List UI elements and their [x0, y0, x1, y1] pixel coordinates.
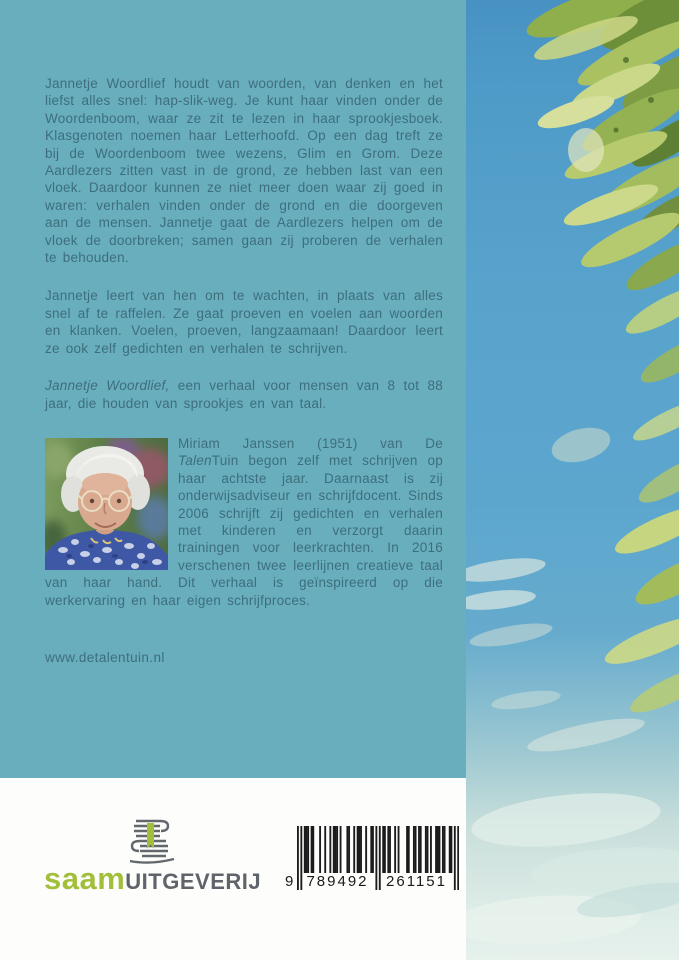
book-title-italic: Jannetje Woordlief, — [45, 378, 170, 394]
publisher-name-green: saam — [44, 861, 126, 896]
saam-book-logo-icon — [120, 818, 180, 864]
bio-text-italic: Talen — [178, 453, 212, 469]
publisher-strip — [0, 778, 466, 960]
publisher-website: www.detalentuin.nl — [45, 649, 165, 665]
blurb-paragraph-3 — [45, 377, 443, 412]
barcode-digits-group2: 261151 — [386, 873, 447, 890]
barcode-digits-group1: 789492 — [306, 873, 369, 890]
barcode-digit-first: 9 — [285, 873, 294, 890]
author-photo — [45, 438, 168, 570]
blurb-text-block — [45, 75, 443, 666]
publisher-name-gray: UITGEVERIJ — [125, 869, 262, 894]
cover-painting — [466, 0, 679, 960]
blurb-paragraph-2: Jannetje leert van hen om te wachten, in plaats van alles snel af te raffelen. Ze gaat proeven en voelen aan woorden en klanken. Voelen, proeven, langzaamaan! Daardoor leert ze ook zelf gedichten en verhalen te schrijven. — [45, 288, 443, 356]
bio-text-2: Tuin begon zelf met schrijven op haar achtste jaar. Daarnaast is zij onderwijsadviseur en schrijfdocent. Sinds 2006 schrijft zij gedichten en verhalen met kinderen en verzorgt daarin trainingen voor leerkrachten. In 2016 verschenen twee leerlijnen creatieve taal van haar hand. Dit verhaal is geïnspireerd op die werkervaring en haar eigen schrijfproces. — [45, 453, 443, 608]
isbn-barcode — [285, 826, 459, 906]
blurb-paragraph-1: Jannetje Woordlief houdt van woorden, van denken en het liefst alles snel: hap-slik-weg. Je kunt haar vinden onder de Woordenboom, waar ze zit te lezen in haar sprookjesboek. Klasgenoten noemen haar Letterhoofd. Op een dag treft ze bij de Woordenboom twee wezens, Glim en Grom. Deze Aardlezers zitten vast in de grond, ze hebben last van een vloek. Daardoor kunnen ze niet meer doen waar zij goed in waren: verhalen vinden onder de grond en die doorgeven aan de mensen. Jannetje gaat de Aardlezers helpen om de vloek de doorbreken; samen gaan zij proberen de verhalen te behouden. — [45, 76, 443, 266]
blurb-paragraph-3-rest: een verhaal voor mensen van 8 tot 88 jaar, die houden van sprookjes en van taal. — [45, 378, 443, 411]
publisher-wordmark — [44, 861, 262, 900]
bio-text-1: Miriam Janssen (1951) van De — [178, 435, 443, 451]
author-portrait-illustration — [45, 438, 168, 570]
author-bio — [45, 435, 443, 609]
